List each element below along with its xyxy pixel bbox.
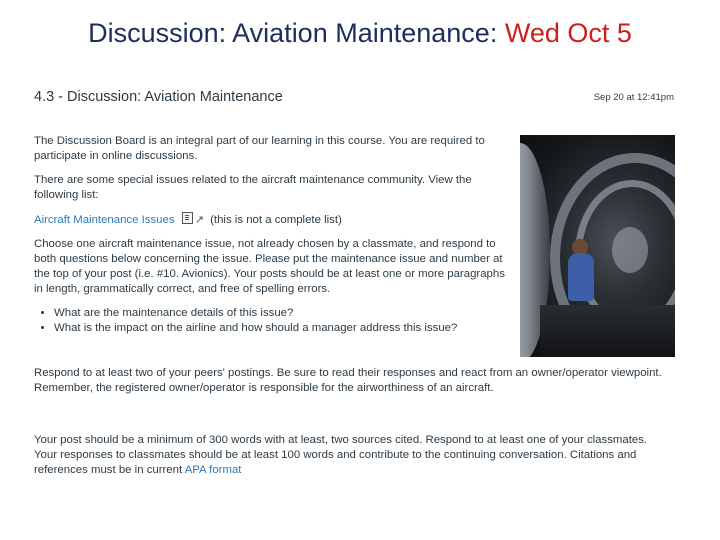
discussion-screenshot (32, 82, 678, 475)
external-link-icon: ↗ (194, 214, 204, 226)
apa-format-link[interactable]: APA format (184, 464, 242, 475)
post-date: Sep 20 at 12:41pm (593, 92, 674, 103)
slide-title-main: Discussion: Aviation Maintenance: (88, 18, 505, 48)
special-issues-paragraph: There are some special issues related to the aircraft maintenance community. View the following list: (34, 174, 472, 201)
slide-title-date: Wed Oct 5 (504, 18, 632, 48)
requirements-paragraph (34, 433, 674, 475)
aircraft-maintenance-issues-link[interactable]: Aircraft Maintenance Issues (34, 214, 175, 226)
question-list (34, 306, 510, 336)
list-item: • What is the impact on the airline and how should a manager address this issue? (54, 321, 510, 336)
discussion-title: 4.3 - Discussion: Aviation Maintenance (34, 89, 283, 105)
intro-paragraph: The Discussion Board is an integral part of our learning in this course. You are required to participate in online discussions. (34, 135, 485, 162)
respond-line: Respond to at least two of your peers' postings. Be sure to read their responses and react from an owner/operator viewpoint. (34, 367, 662, 379)
link-note: (this is not a complete list) (210, 214, 342, 226)
requirements-line (34, 463, 674, 475)
instructions-paragraph: Choose one aircraft maintenance issue, not already chosen by a classmate, and respond to both questions below concerning the issue. Please put the maintenance issue and number at the top of your post (i.e. #10. Avionics). Your posts should be at least one or more paragraphs in length, grammatically correct, and free of spelling errors. (34, 238, 505, 295)
discussion-body (34, 134, 510, 342)
issues-link-line (34, 212, 510, 228)
slide-title (0, 18, 720, 49)
requirements-line-prefix: references must be in current (34, 464, 185, 475)
respond-line: Remember, the registered owner/operator is responsible for the airworthiness of an aircraft. (34, 382, 494, 394)
jet-engine-maintenance-photo (520, 135, 675, 357)
list-item: • What are the maintenance details of this issue? (54, 306, 510, 321)
requirements-line: Your post should be a minimum of 300 words with at least, two sources cited. Respond to at least one of your classmates. (34, 434, 648, 446)
document-icon (182, 212, 193, 224)
requirements-line: Your responses to classmates should be at least 100 words and contribute to the continuing conversation. Citations and (34, 449, 637, 461)
respond-paragraph (34, 366, 674, 396)
